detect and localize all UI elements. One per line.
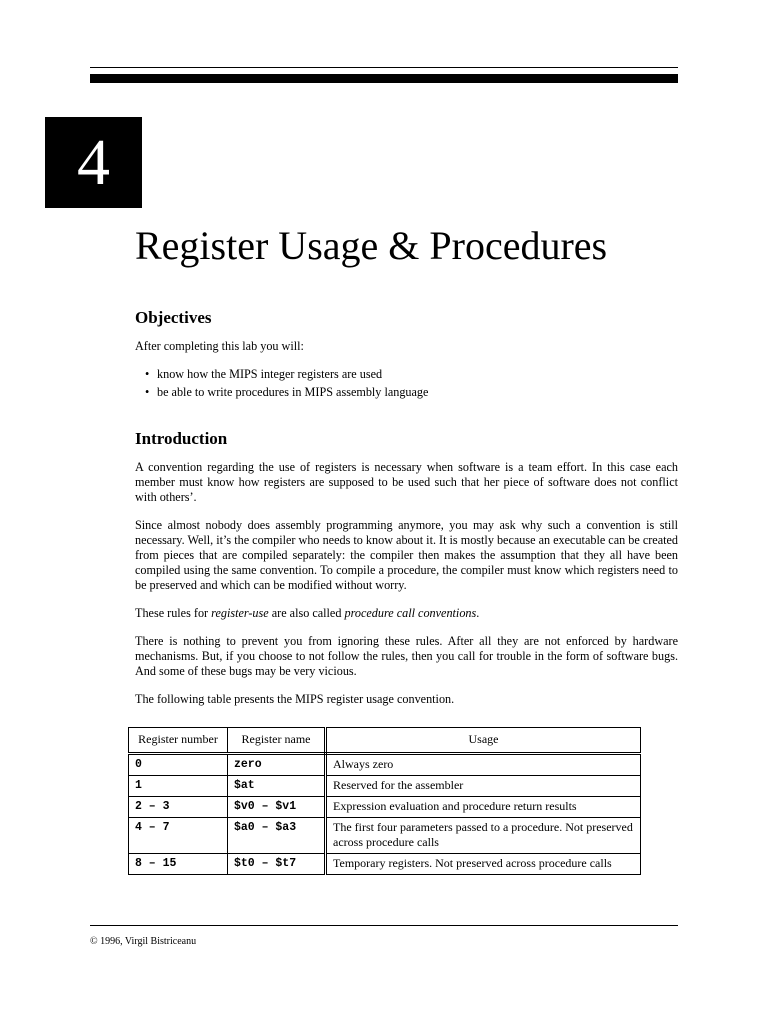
table-header-row (129, 728, 641, 754)
objectives-list (135, 367, 678, 400)
chapter-number-box (45, 117, 142, 208)
footer-rule (90, 925, 678, 926)
table-row (129, 818, 641, 854)
objectives-intro: After completing this lab you will: (135, 339, 304, 353)
p3-text-after: . (476, 606, 480, 620)
register-usage-cell: The first four parameters passed to a procedure. Not preserved across procedure calls (326, 818, 641, 854)
chapter-number: 4 (77, 126, 110, 199)
register-number-cell: 0 (129, 754, 228, 776)
table-row (129, 797, 641, 818)
header-thick-rule (90, 74, 678, 83)
header-thin-rule (90, 67, 678, 68)
header-register-number: Register number (129, 728, 228, 754)
register-name-cell: $a0 – $a3 (228, 818, 326, 854)
register-name-cell: $at (228, 776, 326, 797)
intro-paragraph-1: A convention regarding the use of registers is necessary when software is a team effort. In this case each member must know how registers are supposed to be used such that her piece of software does not conflict with others’. (135, 460, 678, 504)
term-register-use: register-use (211, 606, 269, 620)
register-usage-cell: Temporary registers. Not preserved across procedure calls (326, 854, 641, 875)
objectives-heading: Objectives (135, 308, 212, 327)
register-number-cell: 2 – 3 (129, 797, 228, 818)
footer-copyright: © 1996, Virgil Bistriceanu (90, 936, 197, 947)
register-number-cell: 4 – 7 (129, 818, 228, 854)
page-content (135, 307, 678, 720)
term-procedure-call-conventions: procedure call conventions (344, 606, 477, 620)
table-row (129, 854, 641, 875)
register-usage-cell: Expression evaluation and procedure return results (326, 797, 641, 818)
chapter-title: Register Usage & Procedures (135, 223, 608, 268)
intro-paragraph-5: The following table presents the MIPS register usage convention. (135, 692, 455, 706)
table-row (129, 754, 641, 776)
register-name-cell: zero (228, 754, 326, 776)
table-row (129, 776, 641, 797)
p3-text-mid: are also called (268, 606, 345, 620)
header-usage: Usage (326, 728, 641, 754)
introduction-heading: Introduction (135, 429, 228, 448)
register-usage-cell: Always zero (326, 754, 641, 776)
intro-paragraph-2: Since almost nobody does assembly programming anymore, you may ask why such a convention is still necessary. Well, it’s the compiler who needs to know about it. It is mostly because an executable can be created from pieces that are compiled separately: the compiler then makes the assumption that they all have been compiled using the same convention. To compile a procedure, the compiler must know which registers need to be preserved and which can be modified without worry. (135, 518, 678, 592)
introduction-section (135, 428, 678, 707)
register-name-cell: $v0 – $v1 (228, 797, 326, 818)
objective-item: • be able to write procedures in MIPS assembly language (157, 385, 678, 400)
header-register-name: Register name (228, 728, 326, 754)
objectives-section (135, 307, 678, 400)
register-number-cell: 8 – 15 (129, 854, 228, 875)
register-name-cell: $t0 – $t7 (228, 854, 326, 875)
register-number-cell: 1 (129, 776, 228, 797)
p3-text-before: These rules for (135, 606, 212, 620)
register-usage-cell: Reserved for the assembler (326, 776, 641, 797)
objective-item: • know how the MIPS integer registers are used (157, 367, 678, 382)
register-usage-table (128, 727, 641, 875)
intro-paragraph-4: There is nothing to prevent you from ignoring these rules. After all they are not enforced by hardware mechanisms. But, if you choose to not follow the rules, then you call for trouble in the form of software bugs. And some of these bugs may be very vicious. (135, 634, 678, 678)
intro-paragraph-3 (135, 606, 678, 621)
